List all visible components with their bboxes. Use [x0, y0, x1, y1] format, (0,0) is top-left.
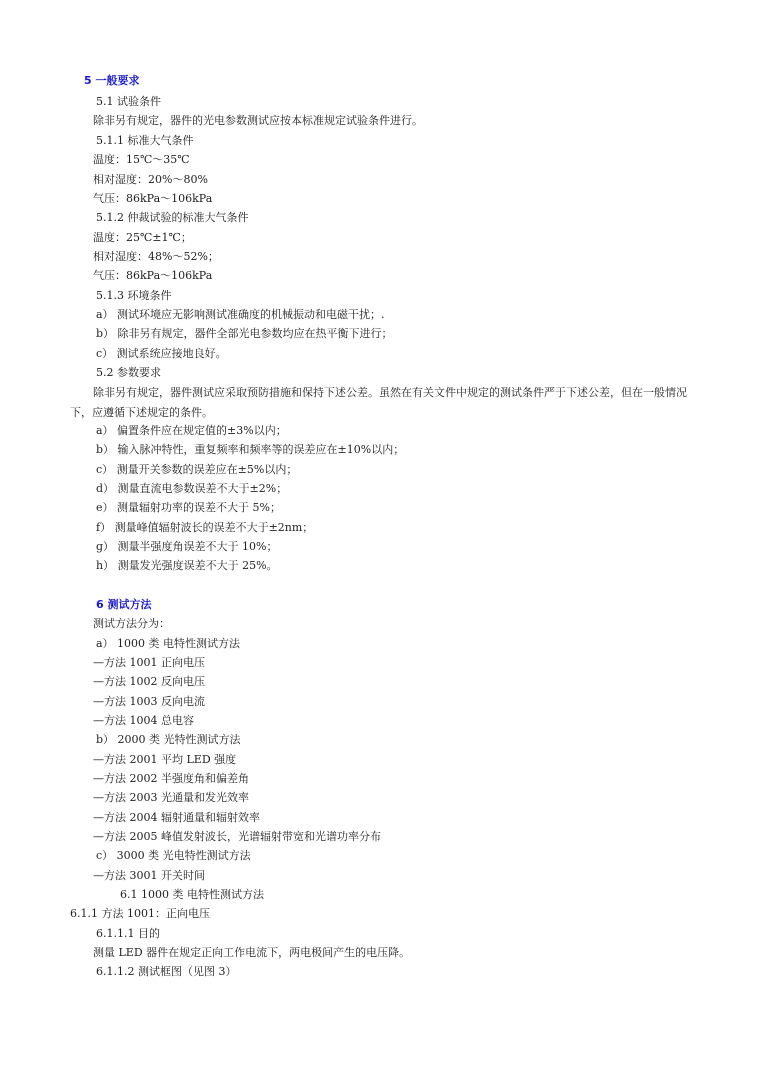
- s52-item-b: b） 输入脉冲特性，重复频率和频率等的误差应在±10%以内；: [96, 443, 405, 456]
- method-1001: —方法 1001 正向电压: [93, 656, 205, 669]
- section-6-heading: 6 测试方法: [96, 598, 152, 611]
- section-5-2-text: 除非另有规定，器件测试应采取预防措施和保持下述公差。虽然在有关文件中规定的测试条件严于下述公差，但在一般情况下，应遵循下述规定的条件。: [70, 386, 687, 419]
- s512-humidity: 相对湿度：48%～52%；: [93, 250, 219, 263]
- method-2002: —方法 2002 半强度角和偏差角: [93, 772, 249, 785]
- s513-item-a: a） 测试环境应无影响测试准确度的机械振动和电磁干扰；.: [96, 308, 385, 321]
- class-3000: c） 3000 类 光电特性测试方法: [96, 849, 251, 862]
- section-6-intro: 测试方法分为：: [93, 617, 170, 630]
- section-6-1-1-2-title: 6.1.1.2 测试框图（见图 3）: [96, 965, 237, 978]
- method-2001: —方法 2001 平均 LED 强度: [93, 753, 237, 766]
- s52-item-g: g） 测量半强度角误差不大于 10%；: [96, 540, 278, 553]
- section-6-1-1-title: 6.1.1 方法 1001：正向电压: [70, 907, 210, 920]
- s512-pressure: 气压：86kPa～106kPa: [93, 269, 213, 282]
- section-5-heading: 5 一般要求: [84, 74, 140, 87]
- section-6-1-1-1-title: 6.1.1.1 目的: [96, 927, 160, 940]
- section-5-1-title: 5.1 试验条件: [96, 95, 161, 108]
- class-2000: b） 2000 类 光特性测试方法: [96, 733, 241, 746]
- s52-item-f: f） 测量峰值辐射波长的误差不大于±2nm；: [96, 521, 314, 534]
- s52-item-d: d） 测量直流电参数误差不大于±2%；: [96, 482, 288, 495]
- s52-item-a: a） 偏置条件应在规定值的±3%以内；: [96, 424, 287, 437]
- method-1003: —方法 1003 反向电流: [93, 695, 205, 708]
- s512-temperature: 温度：25℃±1℃；: [93, 231, 192, 244]
- method-1002: —方法 1002 反向电压: [93, 675, 205, 688]
- section-5-2-title: 5.2 参数要求: [96, 366, 161, 379]
- s52-item-e: e） 测量辐射功率的误差不大于 5%；: [96, 501, 281, 514]
- s513-item-c: c） 测试系统应接地良好。: [96, 347, 227, 360]
- method-2005: —方法 2005 峰值发射波长，光谱辐射带宽和光谱功率分布: [93, 830, 381, 843]
- class-1000: a） 1000 类 电特性测试方法: [96, 637, 241, 650]
- s511-pressure: 气压：86kPa～106kPa: [93, 192, 213, 205]
- s511-humidity: 相对湿度：20%～80%: [93, 173, 208, 186]
- s513-item-b: b） 除非另有规定，器件全部光电参数均应在热平衡下进行；: [96, 327, 393, 340]
- section-6-1-1-1-text: 测量 LED 器件在规定正向工作电流下，两电极间产生的电压降。: [93, 946, 411, 959]
- section-5-1-text: 除非另有规定，器件的光电参数测试应按本标准规定试验条件进行。: [93, 114, 423, 127]
- section-6-1-title: 6.1 1000 类 电特性测试方法: [120, 888, 264, 901]
- method-2004: —方法 2004 辐射通量和辐射效率: [93, 811, 260, 824]
- s511-temperature: 温度：15℃～35℃: [93, 153, 190, 166]
- method-3001: —方法 3001 开关时间: [93, 869, 205, 882]
- method-2003: —方法 2003 光通量和发光效率: [93, 791, 249, 804]
- s52-item-h: h） 测量发光强度误差不大于 25%。: [96, 559, 278, 572]
- section-5-1-3-title: 5.1.3 环境条件: [96, 289, 172, 302]
- method-1004: —方法 1004 总电容: [93, 714, 194, 727]
- s52-item-c: c） 测量开关参数的误差应在±5%以内；: [96, 463, 298, 476]
- section-5-1-1-title: 5.1.1 标准大气条件: [96, 134, 194, 147]
- section-5-1-2-title: 5.1.2 仲裁试验的标准大气条件: [96, 211, 249, 224]
